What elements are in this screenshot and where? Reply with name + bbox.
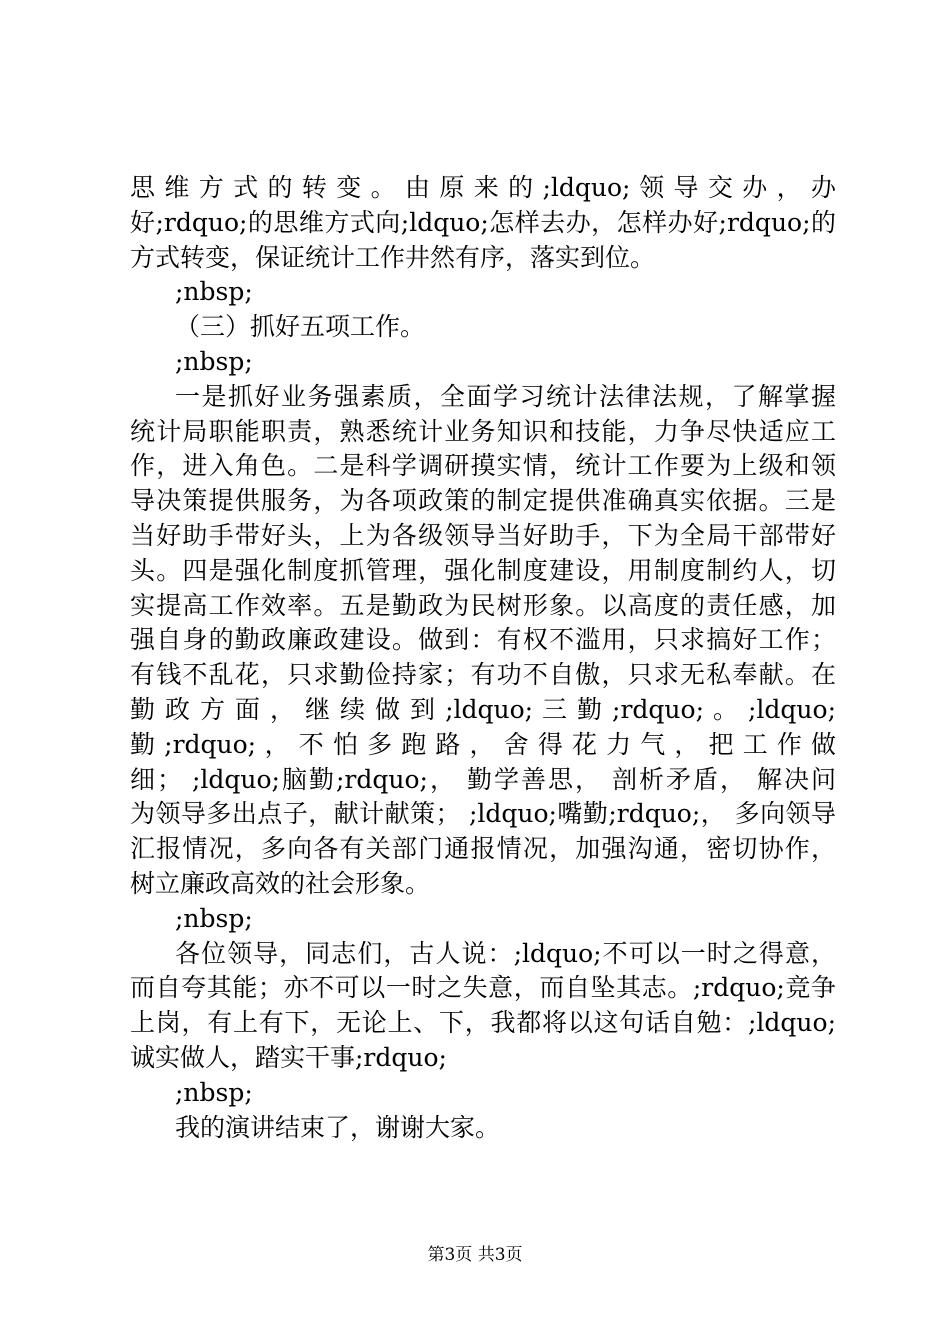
text-line: 思 维 方 式 的 转 变 。 由 原 来 的 ;ldquo; 领 导 交 办 ， 办 [130,173,836,202]
text-line: 勤 ;rdquo; ， 不 怕 多 跑 路 ， 舍 得 花 力 气 ， 把 工 作 做 [130,729,836,759]
text-line: 为领导多出点子，献计献策； ;ldquo;嘴勤;rdquo;， 多向领导 [130,799,836,829]
text-line: 导决策提供服务，为各项政策的制定提供准确真实依据。三是 [130,486,836,516]
text-line: 汇报情况，多向各有关部门通报情况，加强沟通，密切协作， [130,834,836,864]
text-line: ;nbsp; [175,1077,253,1107]
text-line: 统计局职能职责，熟悉统计业务知识和技能，力争尽快适应工 [130,416,836,446]
text-line: 勤 政 方 面 ， 继 续 做 到 ;ldquo; 三 勤 ;rdquo; 。 ;ldquo; [130,694,836,724]
document-body [130,171,836,1145]
text-line: 实提高工作效率。五是勤政为民树形象。以高度的责任感，加 [130,590,836,620]
text-line: 诚实做人，踏实干事;rdquo; [130,1042,447,1072]
text-line: 上岗，有上有下，无论上、下，我都将以这句话自勉：;ldquo; [130,1008,836,1038]
text-line: 头。四是强化制度抓管理，强化制度建设，用制度制约人，切 [130,555,836,585]
text-line: 方式转变，保证统计工作井然有序，落实到位。 [130,242,656,272]
text-line: （三）抓好五项工作。 [175,312,426,342]
text-line: 各位领导，同志们，古人说：;ldquo;不可以一时之得意， [175,938,836,968]
text-line: 树立廉政高效的社会形象。 [130,868,431,898]
text-line: ;nbsp; [175,346,253,376]
text-line: ;nbsp; [175,277,253,307]
text-line: 作，进入角色。二是科学调研摸实情，统计工作要为上级和领 [130,451,836,481]
text-line: 强自身的勤政廉政建设。做到：有权不滥用，只求搞好工作； [130,625,836,655]
text-line: 而自夸其能；亦不可以一时之失意，而自坠其志。;rdquo;竞争 [130,973,836,1003]
text-line: 好;rdquo;的思维方式向;ldquo;怎样去办，怎样办好;rdquo;的 [130,207,836,237]
text-line: 当好助手带好头，上为各级领导当好助手，下为全局干部带好 [130,520,836,550]
text-line: 细； ;ldquo;脑勤;rdquo;， 勤学善思， 剖析矛盾， 解决问 [130,764,836,794]
text-line: 我的演讲结束了，谢谢大家。 [175,1112,501,1142]
page-footer: 第3页 共3页 [427,1245,523,1265]
text-line: ;nbsp; [175,903,253,933]
text-line: 一是抓好业务强素质，全面学习统计法律法规，了解掌握 [175,381,836,411]
text-line: 有钱不乱花，只求勤俭持家；有功不自傲，只求无私奉献。在 [130,660,836,690]
